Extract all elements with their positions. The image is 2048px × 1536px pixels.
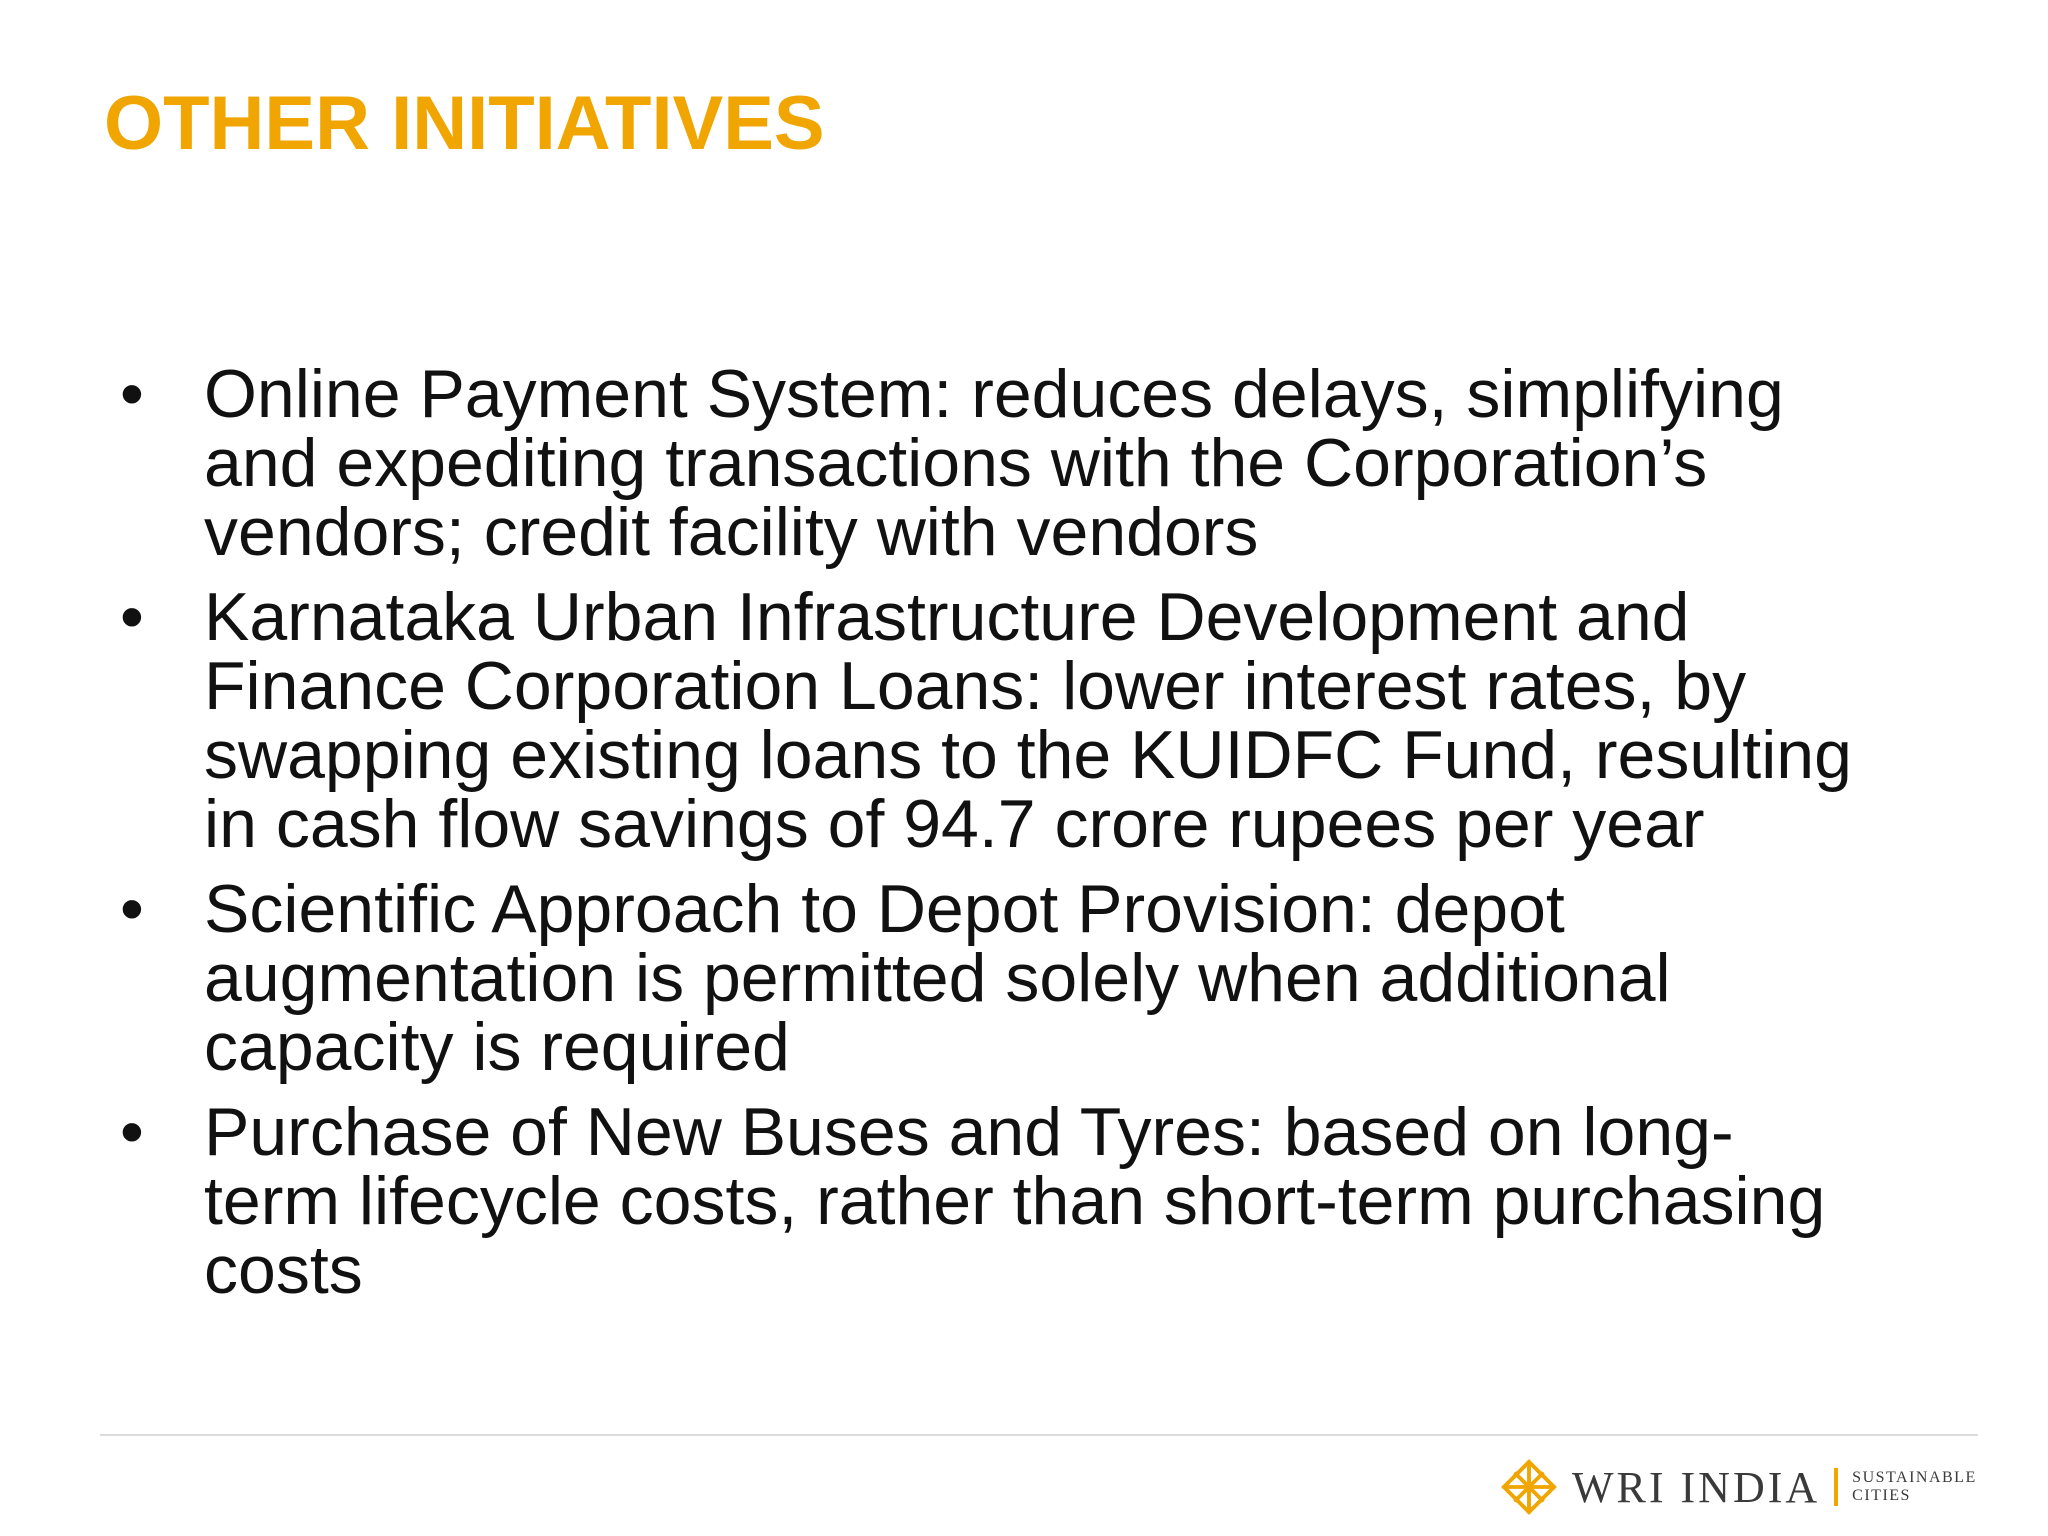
bullet-line: and expediting transactions with the Corporation’s [204, 425, 1708, 501]
bullet-list [120, 356, 1980, 1321]
bullet-line: capacity is required [204, 1009, 790, 1085]
bullet-line: Scientific Approach to Depot Provision: depot [204, 871, 1565, 947]
bullet-line: vendors; credit facility with vendors [204, 494, 1259, 570]
logo-divider [1834, 1468, 1838, 1506]
bullet-line: augmentation is permitted solely when additional [204, 940, 1671, 1016]
bullet-line: swapping existing loans to the KUIDFC Fund, resulting [204, 717, 1852, 793]
bullet-line: Online Payment System: reduces delays, simplifying [204, 356, 1784, 432]
bullet-item [120, 579, 1980, 862]
slide-title: OTHER INITIATIVES [104, 81, 825, 166]
logo-tagline [1852, 1469, 1977, 1505]
wri-lattice-icon [1500, 1458, 1558, 1516]
bullet-line: term lifecycle costs, rather than short-term purchasing [204, 1163, 1826, 1239]
bullet-line: costs [204, 1232, 363, 1308]
logo-tagline-line: CITIES [1852, 1487, 1911, 1504]
logo-tagline-line: SUSTAINABLE [1852, 1469, 1977, 1486]
bullet-marker: • [120, 871, 144, 947]
footer-divider [100, 1434, 1978, 1436]
bullet-line: in cash flow savings of 94.7 crore rupees per year [204, 786, 1705, 862]
bullet-marker: • [120, 356, 144, 432]
bullet-item [120, 1094, 1980, 1308]
bullet-item [120, 356, 1980, 570]
bullet-line: Karnataka Urban Infrastructure Development and [204, 579, 1690, 655]
bullet-item [120, 871, 1980, 1085]
bullet-marker: • [120, 579, 144, 655]
logo-wordmark: WRI INDIA [1572, 1462, 1821, 1512]
wri-india-logo [1500, 1456, 1977, 1518]
bullet-line: Finance Corporation Loans: lower interest rates, by [204, 648, 1747, 724]
bullet-marker: • [120, 1094, 144, 1170]
bullet-line: Purchase of New Buses and Tyres: based on long- [204, 1094, 1734, 1170]
